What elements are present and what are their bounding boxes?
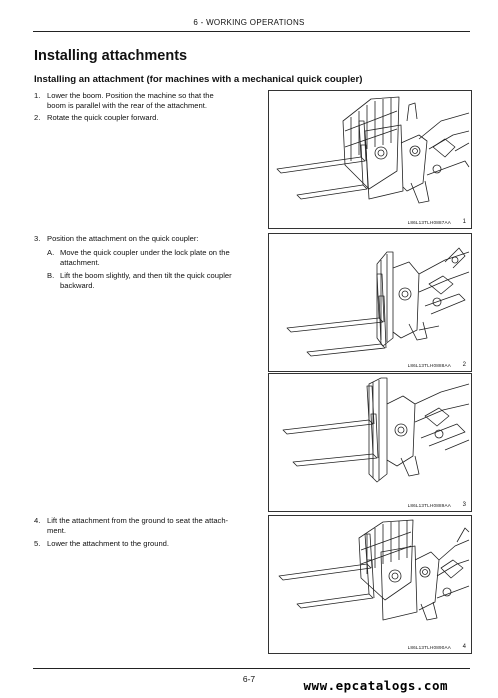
figure-3: [268, 373, 472, 512]
step-number: 3.: [34, 234, 41, 243]
step-number: 2.: [34, 113, 41, 122]
step-text: Position the attachment on the quick coupler:: [47, 234, 199, 243]
attachment-illustration: [269, 234, 471, 371]
step-number: A.: [47, 248, 55, 257]
step-text-line: Lift the attachment from the ground to seat the attach-: [47, 516, 229, 525]
section-header: 6 - WORKING OPERATIONS: [193, 18, 305, 27]
figure-number: 1: [462, 219, 466, 225]
step-text-line: ment.: [47, 526, 66, 535]
footer-rule: [33, 668, 470, 669]
step-text: Lower the attachment to the ground.: [47, 539, 170, 548]
step-2: [34, 113, 264, 123]
figure-number: 3: [462, 502, 466, 508]
page-title: Installing attachments: [34, 48, 188, 64]
step-text-line: Lower the boom. Position the machine so that the: [47, 91, 214, 100]
figure-code: L86L13TLH0889AA: [407, 503, 451, 508]
attachment-illustration: [269, 91, 471, 228]
step-text: [47, 516, 228, 536]
page-number: 6-7: [242, 674, 256, 684]
watermark-text: www.epcatalogs.com: [303, 678, 448, 693]
step-1: [34, 91, 264, 111]
figure-4: [268, 515, 472, 654]
step-text: [60, 271, 232, 291]
step-text-line: attachment.: [60, 258, 100, 267]
step-text-line: Lift the boom slightly, and then tilt the quick coupler: [60, 271, 232, 280]
section-subtitle: Installing an attachment (for machines with a mechanical quick coupler): [34, 74, 363, 85]
step-3: [34, 234, 264, 244]
step-number: 5.: [34, 539, 41, 548]
figure-number: 2: [462, 362, 466, 368]
figure-1: [268, 90, 472, 229]
step-number: 1.: [34, 91, 41, 100]
step-text: [60, 248, 230, 268]
step-text: [47, 91, 214, 111]
step-text-line: boom is parallel with the rear of the attachment.: [47, 101, 207, 110]
step-4: [34, 516, 264, 536]
step-text: Rotate the quick coupler forward.: [47, 113, 159, 122]
figure-2: [268, 233, 472, 372]
step-number: B.: [47, 271, 55, 280]
figure-code: L86L13TLH0887AA: [407, 220, 451, 225]
figure-number: 4: [462, 644, 466, 650]
step-5: [34, 539, 264, 549]
step-text-line: backward.: [60, 281, 95, 290]
step-text-line: Move the quick coupler under the lock plate on the: [60, 248, 230, 257]
substep-b: [47, 271, 265, 291]
header-rule: [33, 31, 470, 32]
substep-a: [47, 248, 265, 268]
step-number: 4.: [34, 516, 41, 525]
attachment-illustration: [269, 516, 471, 653]
figure-code: L86L13TLH0890AA: [407, 645, 451, 650]
figure-code: L86L13TLH0888AA: [407, 363, 451, 368]
attachment-illustration: [269, 374, 471, 511]
